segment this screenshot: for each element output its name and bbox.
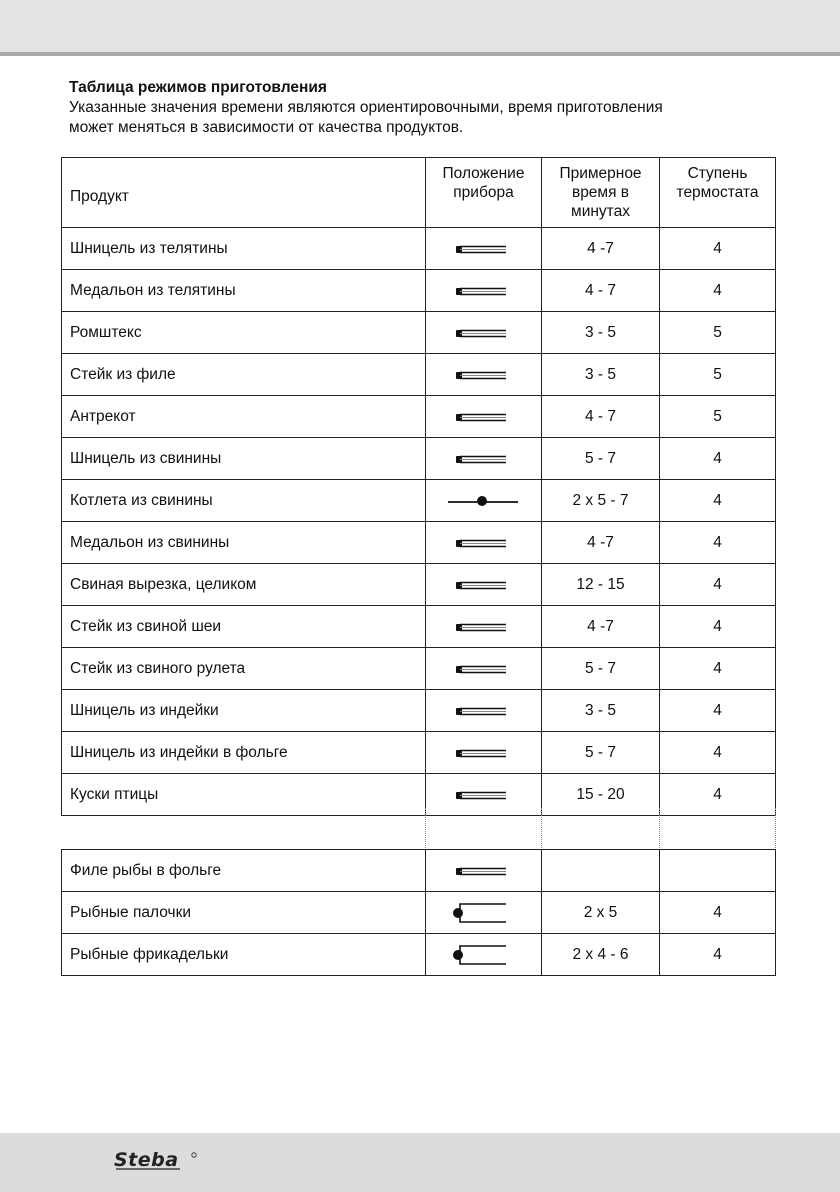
product-cell: Свиная вырезка, целиком: [62, 564, 426, 606]
grill-closed-icon: [446, 860, 522, 882]
time-cell: 2 x 4 - 6: [542, 934, 660, 976]
time-cell: 12 - 15: [542, 564, 660, 606]
time-cell: 3 - 5: [542, 690, 660, 732]
grill-closed-icon: [446, 322, 522, 344]
intro-line-1: Указанные значения времени являются ориентировочными, время приготовления: [69, 99, 663, 116]
thermostat-cell: 4: [660, 270, 776, 312]
table-row: [62, 564, 776, 606]
position-cell: [426, 270, 542, 312]
thermostat-cell: 4: [660, 648, 776, 690]
product-cell: Шницель из телятины: [62, 228, 426, 270]
grill-open-gap-icon: [446, 902, 522, 924]
product-cell: Филе рыбы в фольге: [62, 850, 426, 892]
product-cell: Медальон из телятины: [62, 270, 426, 312]
table-row: [62, 732, 776, 774]
column-header-product: Продукт: [62, 158, 426, 228]
thermostat-cell: 4: [660, 564, 776, 606]
grill-closed-icon: [446, 616, 522, 638]
position-cell: [426, 228, 542, 270]
table-row: [62, 270, 776, 312]
position-cell: [426, 892, 542, 934]
table-header-row: [62, 158, 776, 228]
cooking-table: [61, 157, 776, 816]
position-cell: [426, 606, 542, 648]
column-header-time-line1: Примерное: [559, 165, 642, 182]
column-header-time-line3: минутах: [571, 203, 630, 220]
table-row: [62, 396, 776, 438]
time-cell: 4 -7: [542, 228, 660, 270]
product-cell: Шницель из индейки в фольге: [62, 732, 426, 774]
thermostat-cell: 4: [660, 480, 776, 522]
thermostat-cell: [660, 850, 776, 892]
position-cell: [426, 732, 542, 774]
column-header-thermostat-line2: термостата: [676, 184, 759, 201]
product-cell: Шницель из свинины: [62, 438, 426, 480]
grill-open-flat-icon: [446, 490, 522, 512]
thermostat-cell: 5: [660, 396, 776, 438]
position-cell: [426, 564, 542, 606]
position-cell: [426, 648, 542, 690]
grill-closed-icon: [446, 238, 522, 260]
grill-closed-icon: [446, 448, 522, 470]
table-row: [62, 228, 776, 270]
time-cell: 3 - 5: [542, 312, 660, 354]
time-cell: 5 - 7: [542, 438, 660, 480]
column-header-time: [542, 158, 660, 228]
fish-table: [61, 849, 776, 976]
product-cell: Шницель из индейки: [62, 690, 426, 732]
product-cell: Медальон из свинины: [62, 522, 426, 564]
position-cell: [426, 438, 542, 480]
grill-closed-icon: [446, 742, 522, 764]
thermostat-cell: 4: [660, 690, 776, 732]
grill-closed-icon: [446, 364, 522, 386]
grill-closed-icon: [446, 658, 522, 680]
time-cell: 2 x 5 - 7: [542, 480, 660, 522]
position-cell: [426, 850, 542, 892]
time-cell: 4 - 7: [542, 270, 660, 312]
intro-line-2: может меняться в зависимости от качества продуктов.: [69, 119, 464, 136]
column-header-position: [426, 158, 542, 228]
intro-block: [69, 78, 789, 138]
steba-logo-icon: [112, 1146, 202, 1176]
product-cell: Куски птицы: [62, 774, 426, 816]
time-cell: 4 -7: [542, 522, 660, 564]
thermostat-cell: 4: [660, 606, 776, 648]
thermostat-cell: 4: [660, 522, 776, 564]
column-header-position-line2: прибора: [453, 184, 514, 201]
column-header-position-line1: Положение: [442, 165, 525, 182]
table-row: [62, 892, 776, 934]
table-row: [62, 648, 776, 690]
top-rule: [0, 52, 840, 56]
product-cell: Ромштекс: [62, 312, 426, 354]
grill-closed-icon: [446, 574, 522, 596]
product-cell: Стейк из свиного рулета: [62, 648, 426, 690]
grill-closed-icon: [446, 406, 522, 428]
table-gap: [61, 808, 775, 848]
table-row: [62, 606, 776, 648]
grill-closed-icon: [446, 532, 522, 554]
column-header-time-line2: время в: [571, 184, 630, 201]
position-cell: [426, 354, 542, 396]
table-row: [62, 850, 776, 892]
thermostat-cell: 4: [660, 228, 776, 270]
position-cell: [426, 522, 542, 564]
page-title: Таблица режимов приготовления: [69, 79, 327, 96]
top-band: [0, 0, 840, 52]
grill-closed-icon: [446, 784, 522, 806]
time-cell: [542, 850, 660, 892]
position-cell: [426, 480, 542, 522]
time-cell: 4 -7: [542, 606, 660, 648]
time-cell: 15 - 20: [542, 774, 660, 816]
column-header-thermostat-line1: Ступень: [687, 165, 748, 182]
time-cell: 5 - 7: [542, 648, 660, 690]
column-header-thermostat: [660, 158, 776, 228]
thermostat-cell: 4: [660, 934, 776, 976]
table-row: [62, 522, 776, 564]
table-row: [62, 438, 776, 480]
thermostat-cell: 4: [660, 892, 776, 934]
table-row: [62, 312, 776, 354]
position-cell: [426, 396, 542, 438]
position-cell: [426, 312, 542, 354]
product-cell: Рыбные фрикадельки: [62, 934, 426, 976]
product-cell: Стейк из филе: [62, 354, 426, 396]
thermostat-cell: 4: [660, 774, 776, 816]
table-row: [62, 690, 776, 732]
position-cell: [426, 690, 542, 732]
thermostat-cell: 4: [660, 732, 776, 774]
time-cell: 4 - 7: [542, 396, 660, 438]
grill-closed-icon: [446, 280, 522, 302]
product-cell: Котлета из свинины: [62, 480, 426, 522]
thermostat-cell: 5: [660, 312, 776, 354]
thermostat-cell: 4: [660, 438, 776, 480]
table-row: [62, 354, 776, 396]
grill-open-gap-icon: [446, 944, 522, 966]
product-cell: Стейк из свиной шеи: [62, 606, 426, 648]
position-cell: [426, 934, 542, 976]
time-cell: 5 - 7: [542, 732, 660, 774]
thermostat-cell: 5: [660, 354, 776, 396]
table-row: [62, 934, 776, 976]
product-cell: Рыбные палочки: [62, 892, 426, 934]
time-cell: 3 - 5: [542, 354, 660, 396]
grill-closed-icon: [446, 700, 522, 722]
product-cell: Антрекот: [62, 396, 426, 438]
table-row: [62, 480, 776, 522]
time-cell: 2 x 5: [542, 892, 660, 934]
svg-text:Steba: Steba: [114, 1149, 179, 1171]
